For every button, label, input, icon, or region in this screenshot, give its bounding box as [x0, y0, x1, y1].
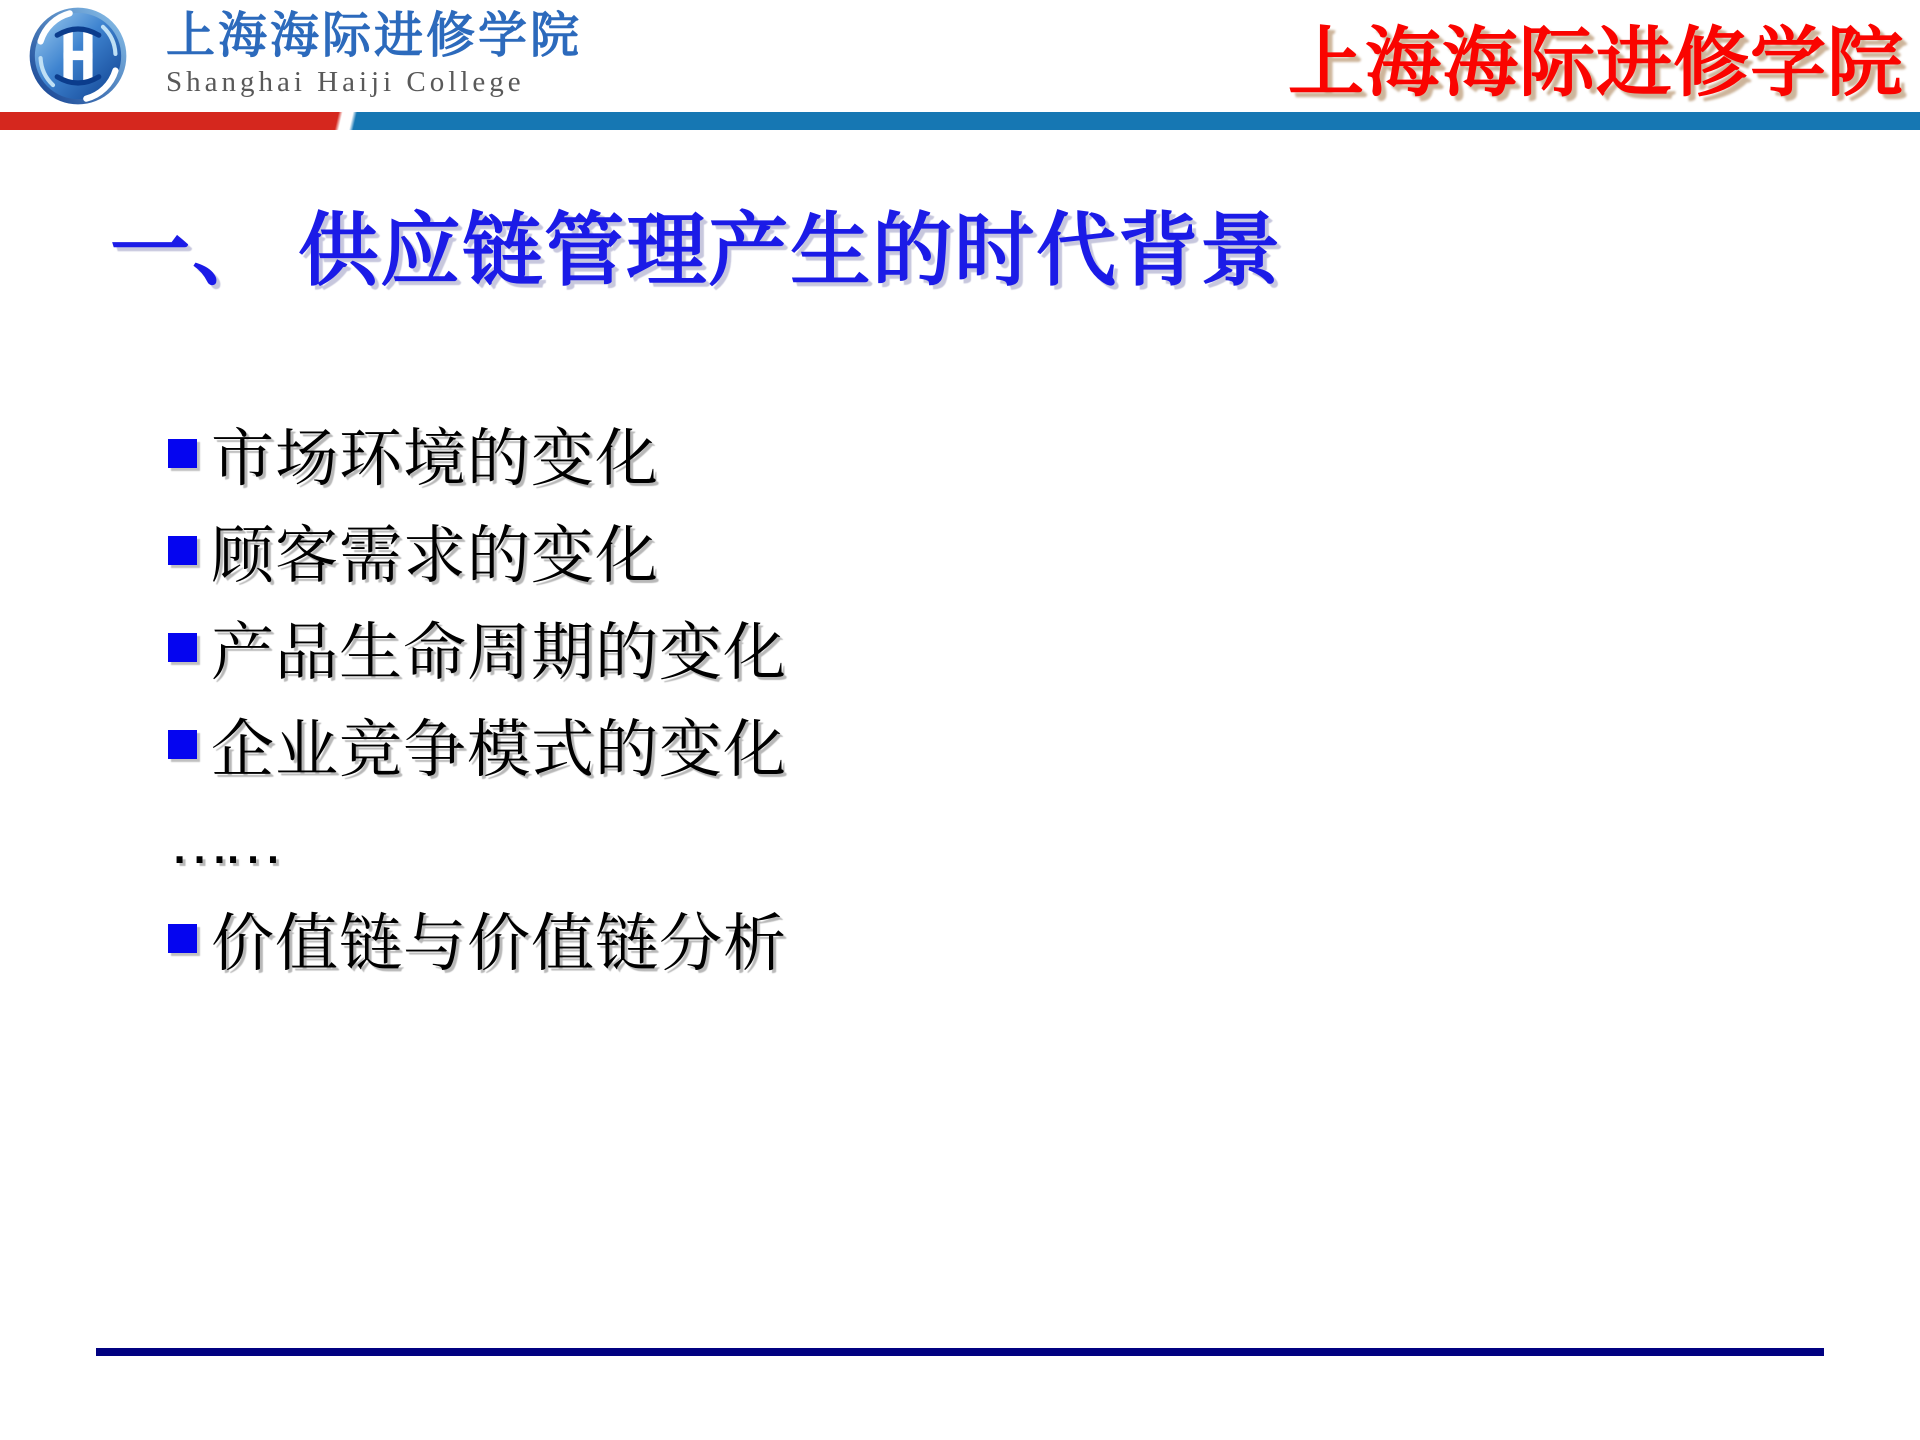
list-item — [168, 890, 787, 987]
list-item-text: 市场环境的变化 — [211, 424, 659, 494]
ellipsis-text: …… — [168, 806, 276, 877]
list-item-text: 产品生命周期的变化 — [211, 618, 787, 688]
college-name-chinese: 上海海际进修学院 — [166, 9, 583, 63]
list-item — [168, 599, 787, 696]
square-bullet-icon — [168, 924, 197, 953]
slide-title: 一、 供应链管理产生的时代背景 — [110, 206, 1283, 295]
list-item-ellipsis — [168, 793, 787, 890]
list-item — [168, 405, 787, 502]
list-item — [168, 696, 787, 793]
square-bullet-icon — [168, 536, 197, 565]
college-wordmark — [166, 10, 582, 99]
bullet-list — [168, 405, 787, 987]
square-bullet-icon — [168, 730, 197, 759]
college-name-english: Shanghai Haiji College — [166, 65, 525, 98]
list-item-text: 价值链与价值链分析 — [211, 909, 787, 979]
college-banner-calligraphy: 上海海际进修学院 — [1288, 22, 1904, 106]
square-bullet-icon — [168, 439, 197, 468]
square-bullet-icon — [168, 633, 197, 662]
list-item — [168, 502, 787, 599]
footer-rule — [96, 1348, 1824, 1356]
list-item-text: 顾客需求的变化 — [211, 521, 659, 591]
college-logo-icon — [26, 4, 130, 108]
list-item-text: 企业竞争模式的变化 — [211, 715, 787, 785]
header-divider-bar — [0, 112, 1920, 130]
